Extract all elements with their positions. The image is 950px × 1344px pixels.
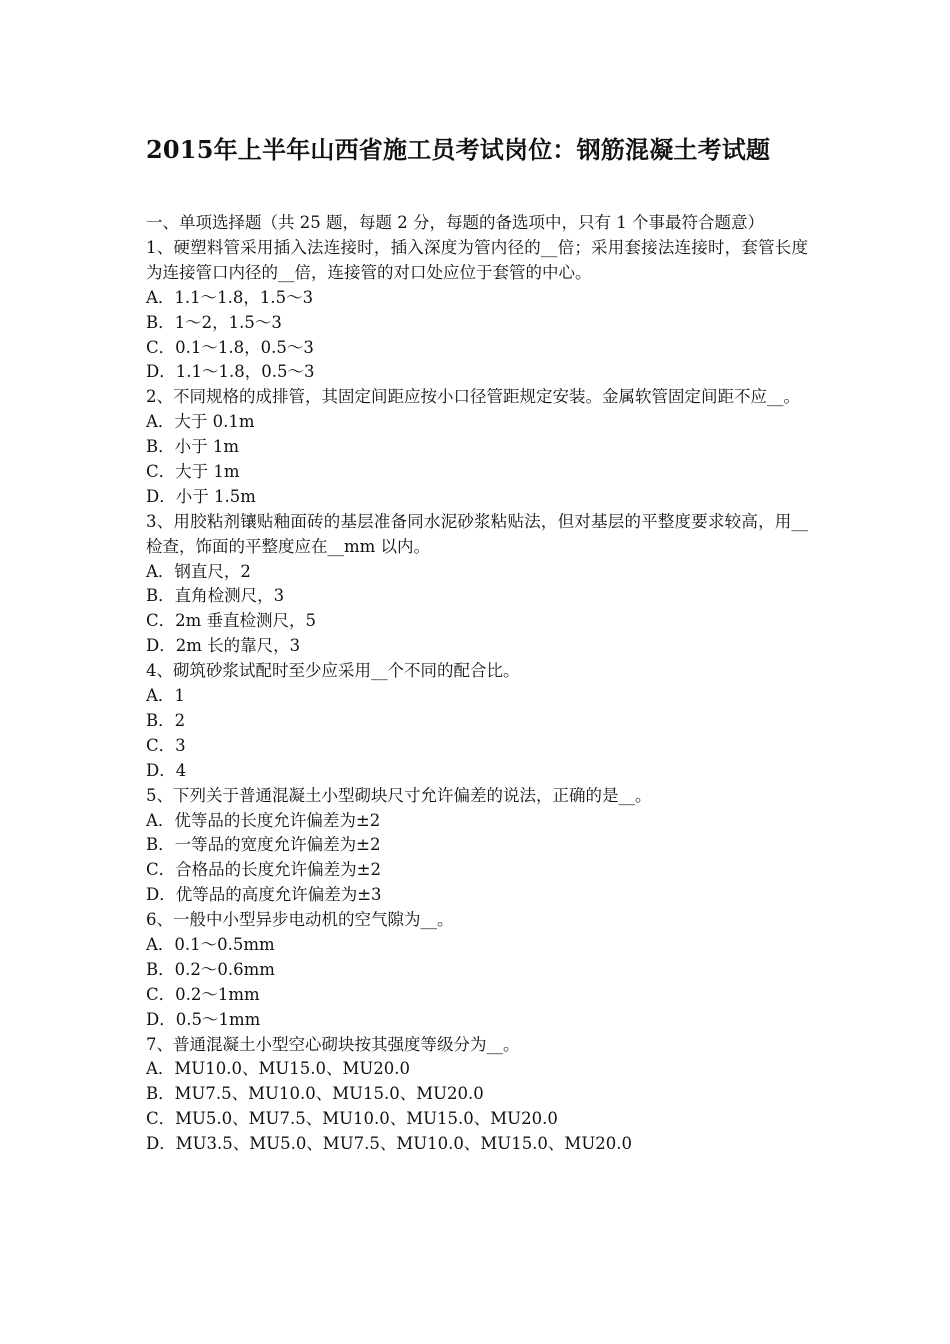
question-6 [146, 908, 808, 1032]
option-b: B．小于 1m [146, 437, 240, 457]
option-a: A．MU10.0、MU15.0、MU20.0 [146, 1059, 411, 1079]
question-stem: 5、下列关于普通混凝土小型砌块尺寸允许偏差的说法，正确的是__。 [146, 785, 652, 805]
option-c: C．0.2～1mm [146, 984, 260, 1004]
question-stem: 1、硬塑料管采用插入法连接时，插入深度为管内径的__倍；采用套接法连接时，套管长度为连接管口内径的__倍，连接管的对口处应位于套管的中心。 [146, 237, 808, 282]
option-b: B．一等品的宽度允许偏差为±2 [146, 835, 381, 855]
question-stem: 4、砌筑砂浆试配时至少应采用__个不同的配合比。 [146, 661, 520, 681]
question-stem: 7、普通混凝土小型空心砌块按其强度等级分为__。 [146, 1034, 520, 1054]
option-b: B．MU7.5、MU10.0、MU15.0、MU20.0 [146, 1084, 484, 1104]
option-c: C．大于 1m [146, 461, 240, 481]
question-3 [146, 510, 808, 659]
option-a: A．1 [146, 686, 185, 706]
question-2 [146, 385, 808, 509]
option-a: A．优等品的长度允许偏差为±2 [146, 810, 381, 830]
option-d: D．4 [146, 760, 187, 780]
section-header: 一、单项选择题（共 25 题，每题 2 分，每题的备选项中，只有 1 个事最符合题意） [146, 213, 764, 232]
option-c: C．3 [146, 735, 186, 755]
option-d: D．MU3.5、MU5.0、MU7.5、MU10.0、MU15.0、MU20.0 [146, 1134, 632, 1154]
option-d: D．2m 长的靠尺，3 [146, 636, 301, 656]
option-d: D．0.5～1mm [146, 1009, 261, 1029]
question-stem: 2、不同规格的成排管，其固定间距应按小口径管距规定安装。金属软管固定间距不应__。 [146, 387, 800, 407]
question-5 [146, 784, 808, 908]
option-d: D．1.1～1.8，0.5～3 [146, 362, 315, 382]
option-b: B．1～2，1.5～3 [146, 312, 282, 332]
option-a: A．大于 0.1m [146, 412, 255, 432]
option-b: B．2 [146, 710, 186, 730]
option-a: A．0.1～0.5mm [146, 934, 275, 954]
option-d: D．小于 1.5m [146, 486, 256, 506]
option-c: C．MU5.0、MU7.5、MU10.0、MU15.0、MU20.0 [146, 1109, 558, 1129]
option-b: B．0.2～0.6mm [146, 959, 275, 979]
document-title: 2015年上半年山西省施工员考试岗位：钢筋混凝土考试题 [146, 135, 771, 164]
question-stem: 6、一般中小型异步电动机的空气隙为__。 [146, 910, 454, 930]
question-7 [146, 1033, 808, 1157]
option-c: C．合格品的长度允许偏差为±2 [146, 860, 381, 880]
question-stem: 3、用胶粘剂镶贴釉面砖的基层准备同水泥砂浆粘贴法，但对基层的平整度要求较高，用__检查，饰面的平整度应在__mm 以内。 [146, 511, 808, 556]
document-body [146, 211, 808, 1157]
option-b: B．直角检测尺，3 [146, 586, 285, 606]
option-c: C．2m 垂直检测尺，5 [146, 611, 317, 631]
question-1 [146, 236, 808, 385]
option-d: D．优等品的高度允许偏差为±3 [146, 885, 382, 905]
option-a: A．1.1～1.8，1.5～3 [146, 287, 314, 307]
option-c: C．0.1～1.8，0.5～3 [146, 337, 314, 357]
option-a: A．钢直尺，2 [146, 561, 251, 581]
question-4 [146, 659, 808, 783]
